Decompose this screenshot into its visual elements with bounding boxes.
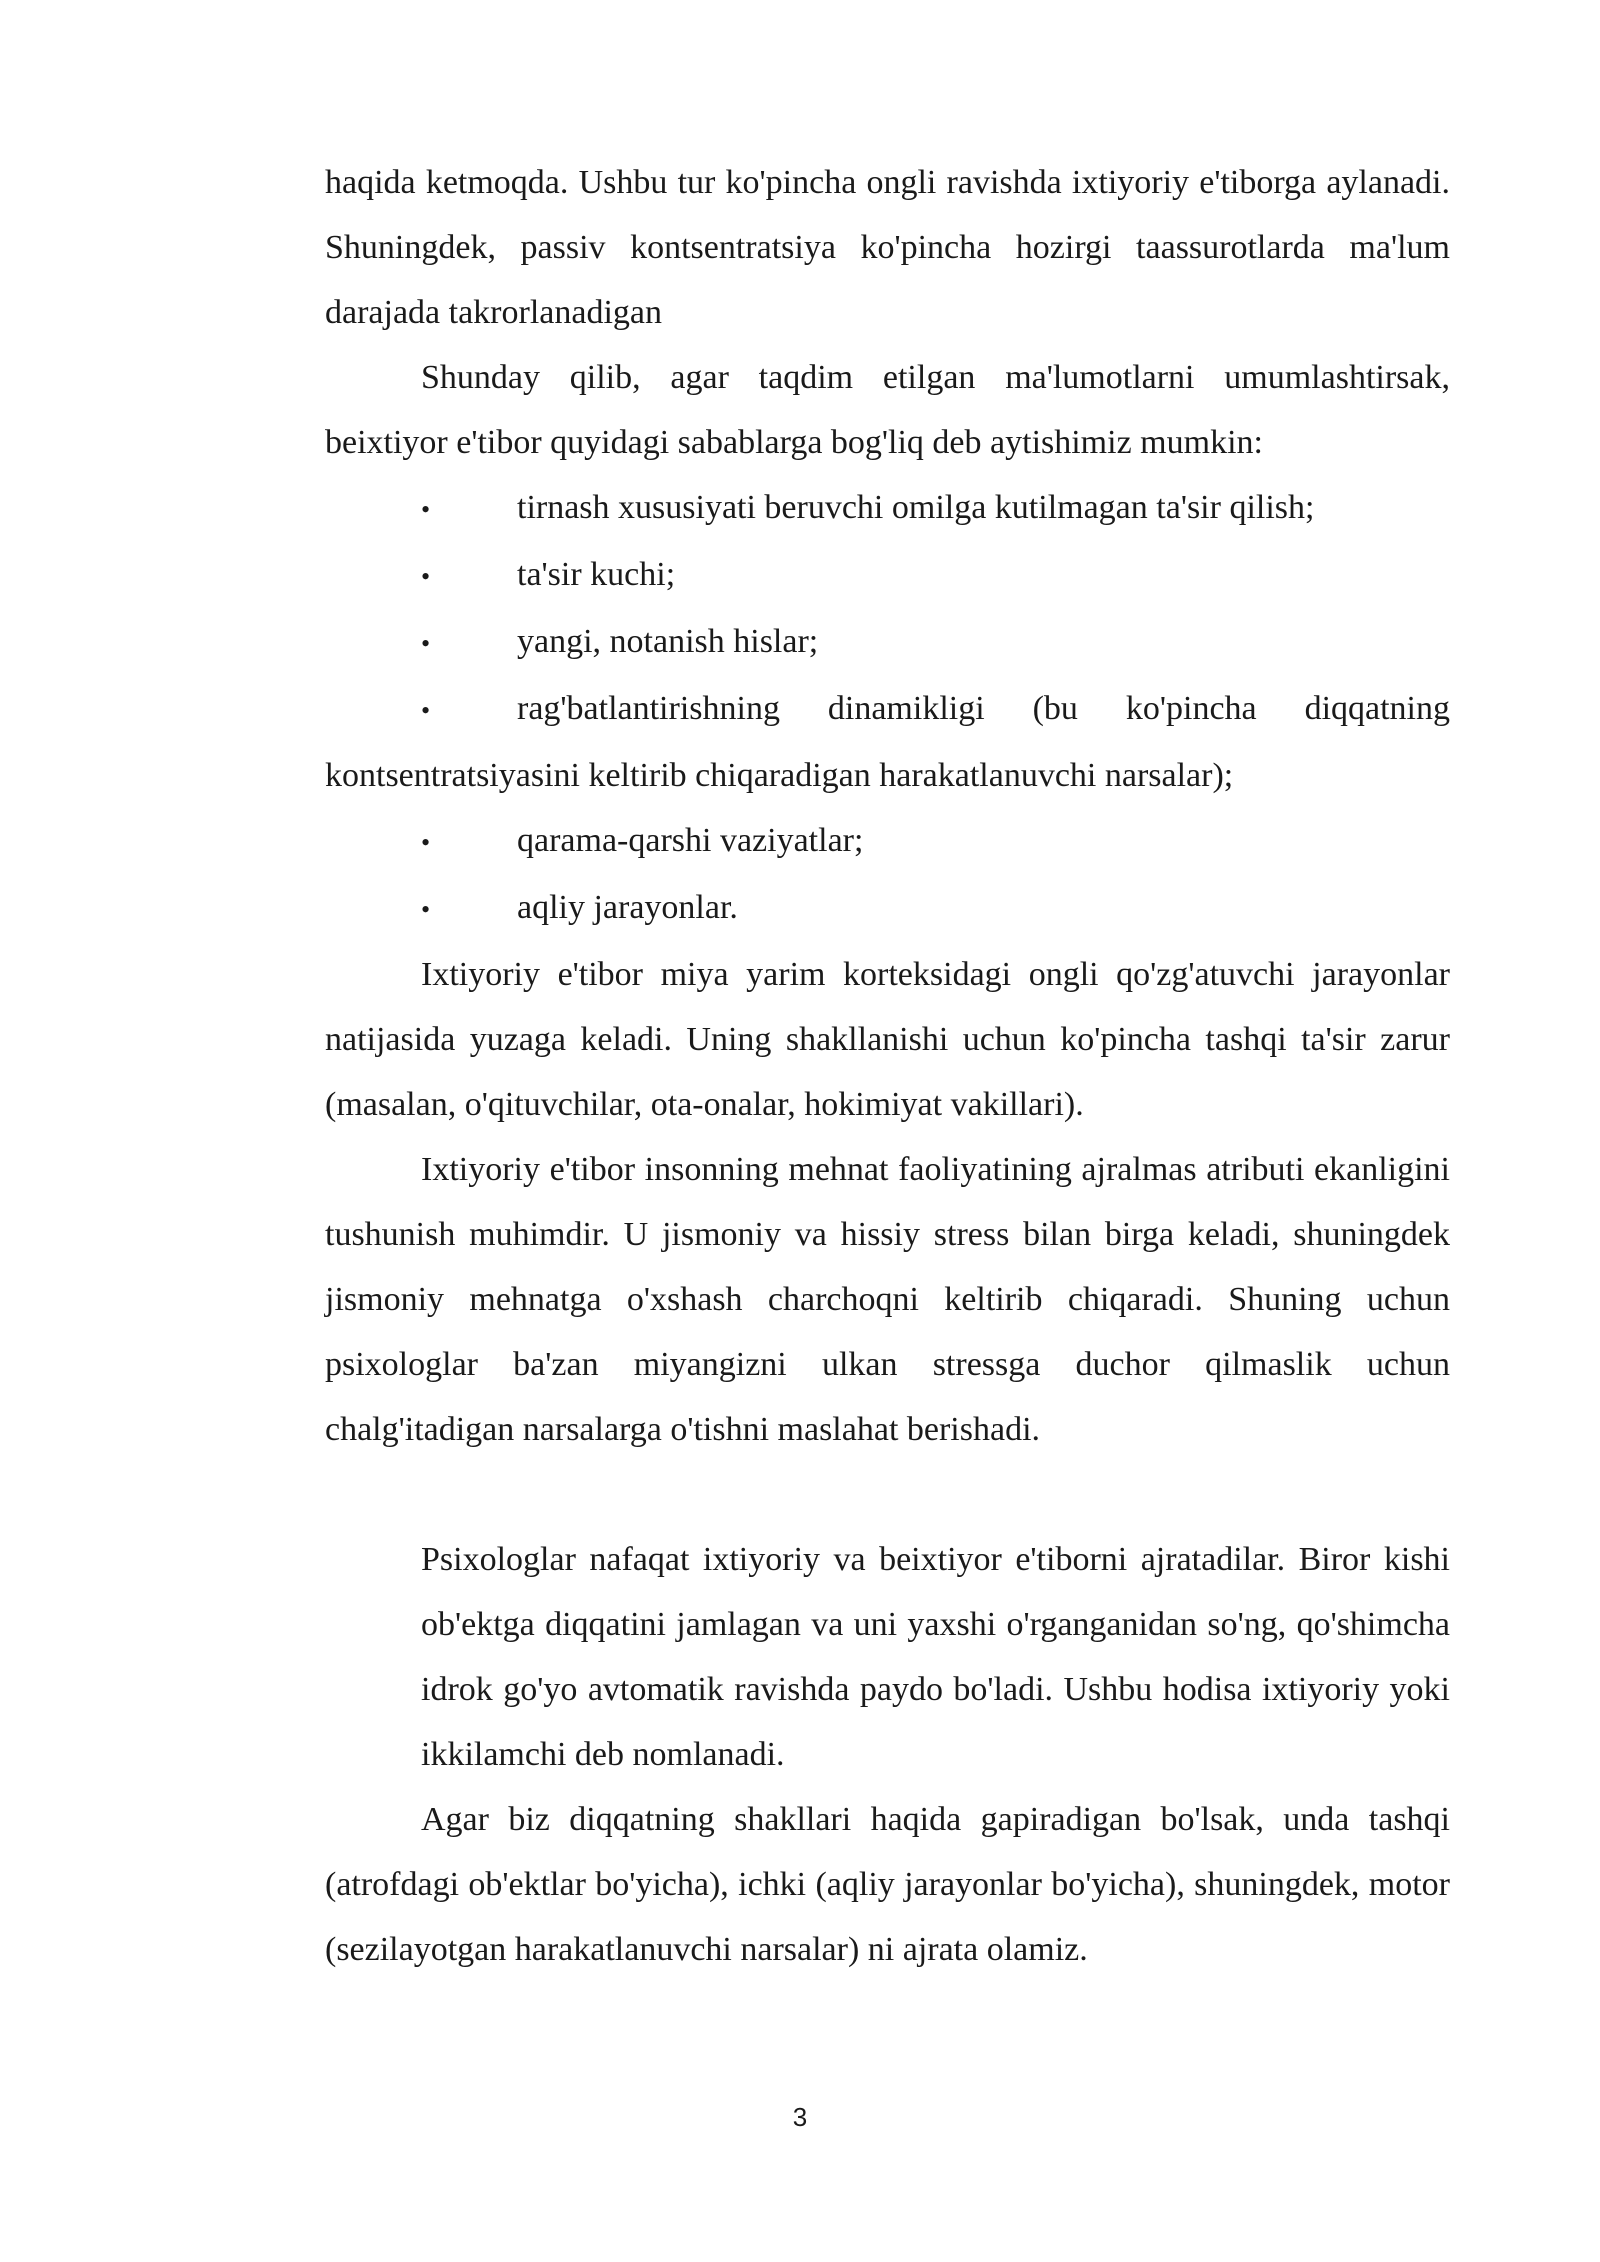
list-item-text: aqliy jarayonlar.	[517, 889, 738, 926]
list-item	[325, 475, 1450, 542]
paragraph-gap	[325, 1462, 1450, 1527]
list-item	[325, 609, 1450, 676]
paragraph-continuation: haqida ketmoqda. Ushbu tur ko'pincha ongli ravishda ixtiyoriy e'tiborga aylanadi. Shuningdek, passiv kontsentratsiya ko'pincha hozirgi taassurotlarda ma'lum darajada takrorlanadigan	[325, 164, 1450, 331]
bullet-icon: •	[421, 629, 431, 658]
paragraph-attention-forms: Agar biz diqqatning shakllari haqida gapiradigan bo'lsak, unda tashqi (atrofdagi ob'ektlar bo'yicha), ichki (aqliy jarayonlar bo'yicha), shuningdek, motor (sezilayotgan harakatlanuvchi narsalar) ni ajrata olamiz.	[325, 1801, 1450, 1968]
list-item-text: tirnash xususiyati beruvchi omilga kutilmagan ta'sir qilish;	[517, 489, 1315, 526]
paragraph-summary-intro: Shunday qilib, agar taqdim etilgan ma'lumotlarni umumlashtirsak, beixtiyor e'tibor quyidagi sabablarga bog'liq deb aytishimiz mumkin:	[325, 359, 1450, 461]
page-number: 3	[792, 2102, 808, 2132]
bullet-list	[325, 475, 1450, 942]
paragraph-labor-attribute: Ixtiyoriy e'tibor insonning mehnat faoliyatining ajralmas atributi ekanligini tushunish muhimdir. U jismoniy va hissiy stress bilan birga keladi, shuningdek jismoniy mehnatga o'xshash charchoqni keltirib chiqaradi. Shuning uchun psixologlar ba'zan miyangizni ulkan stressga duchor qilmaslik uchun chalg'itadigan narsalarga o'tishni maslahat berishadi.	[325, 1151, 1450, 1448]
list-item-text: ta'sir kuchi;	[517, 556, 676, 593]
list-item	[325, 875, 1450, 942]
bullet-icon: •	[421, 562, 431, 591]
list-item	[325, 542, 1450, 609]
paragraph-post-voluntary: Psixologlar nafaqat ixtiyoriy va beixtiyor e'tiborni ajratadilar. Biror kishi ob'ektga diqqatini jamlagan va uni yaxshi o'rganganidan so'ng, qo'shimcha idrok go'yo avtomatik ravishda paydo bo'ladi. Ushbu hodisa ixtiyoriy yoki ikkilamchi deb nomlanadi.	[421, 1541, 1450, 1773]
bullet-icon: •	[421, 895, 431, 924]
bullet-icon: •	[421, 696, 431, 725]
list-item-text: yangi, notanish hislar;	[517, 623, 819, 660]
list-item	[325, 808, 1450, 875]
page-body	[325, 150, 1450, 1982]
list-item	[325, 676, 1450, 808]
paragraph-voluntary-attention: Ixtiyoriy e'tibor miya yarim korteksidagi ongli qo'zg'atuvchi jarayonlar natijasida yuzaga keladi. Uning shakllanishi uchun ko'pincha tashqi ta'sir zarur (masalan, o'qituvchilar, ota-onalar, hokimiyat vakillari).	[325, 956, 1450, 1123]
bullet-icon: •	[421, 828, 431, 857]
list-item-text: rag'batlantirishning dinamikligi (bu ko'pincha diqqatning kontsentratsiyasini keltirib chiqaradigan harakatlanuvchi narsalar);	[325, 690, 1450, 794]
bullet-icon: •	[421, 495, 431, 524]
list-item-text: qarama-qarshi vaziyatlar;	[517, 822, 864, 859]
